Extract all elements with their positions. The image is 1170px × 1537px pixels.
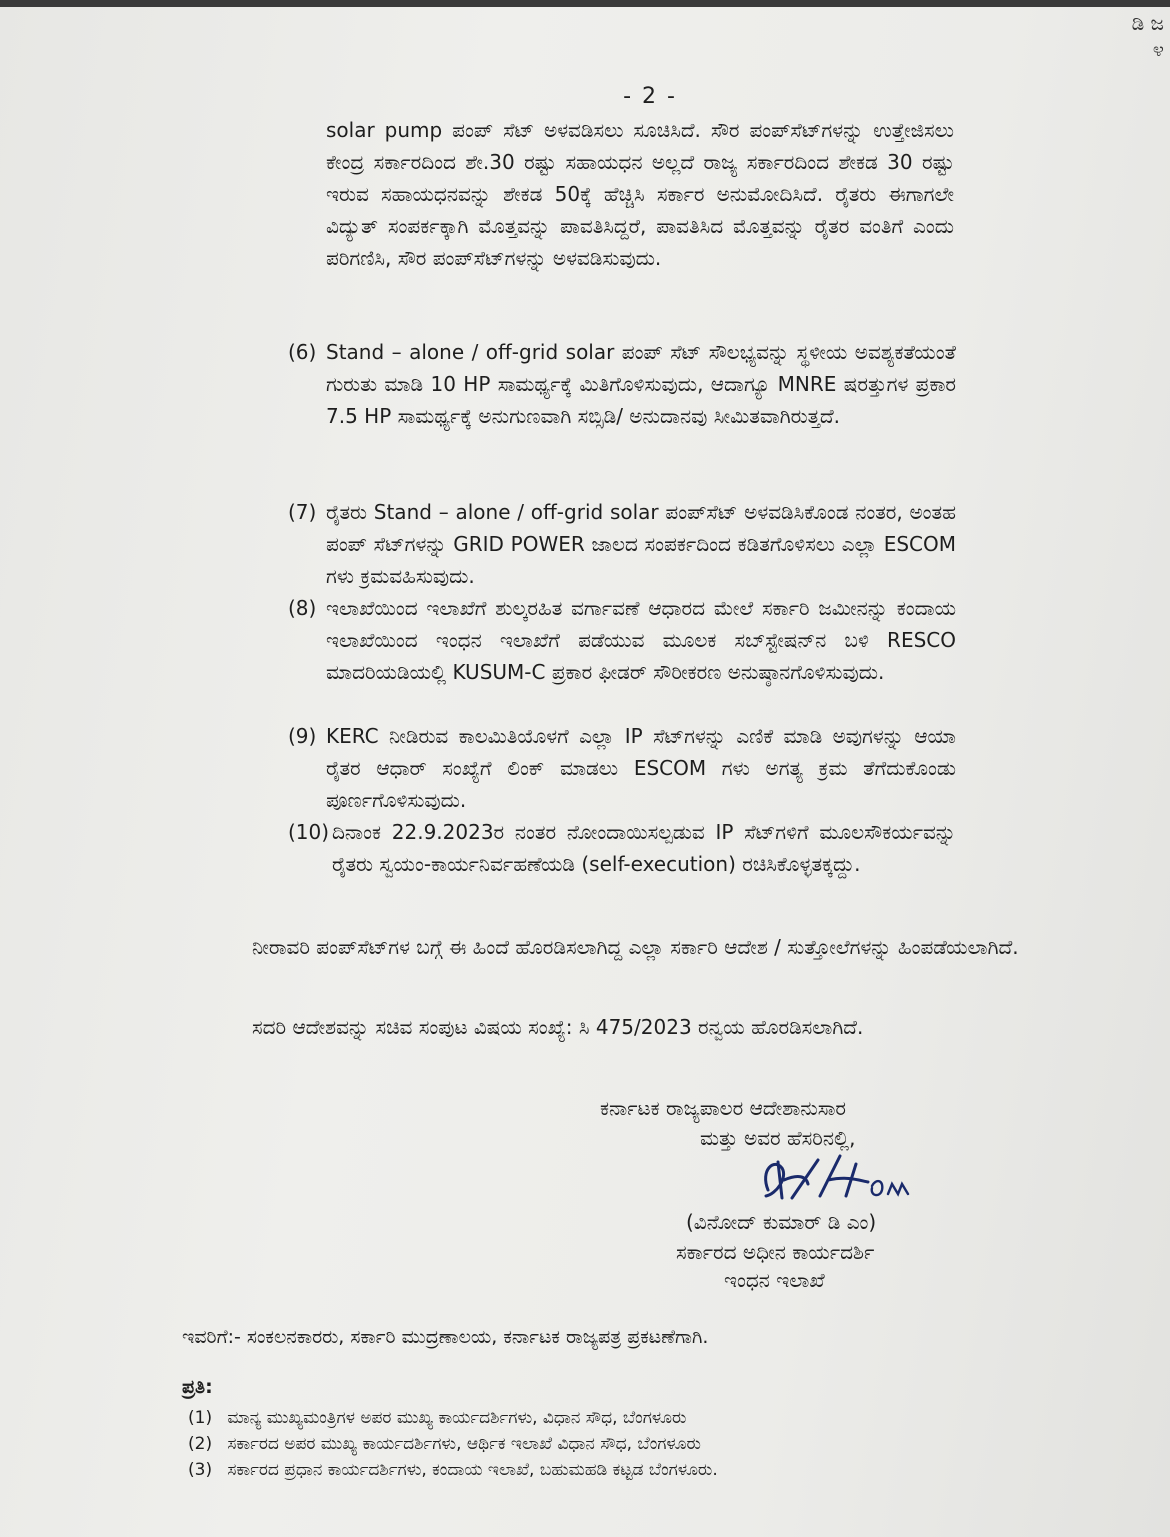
list-item-text: KERC ನೀಡಿರುವ ಕಾಲಮಿತಿಯೊಳಗೆ ಎಲ್ಲಾ IP ಸೆಟ್‌ಗಳನ್ನು ಎಣಿಕೆ ಮಾಡಿ ಅವುಗಳನ್ನು ಆಯಾ ರೈತರ ಆಧಾರ್ ಸಂಖ್ಯೆಗೆ ಲಿಂಕ್ ಮಾಡಲು ESCOM ಗಳು ಅಗತ್ಯ ಕ್ರಮ ತೆಗೆದುಕೊಂಡು ಪೂರ್ಣಗೊಳಿಸುವುದು.: [326, 724, 956, 812]
list-item-number: (10): [288, 820, 330, 844]
list-item-text: ಇಲಾಖೆಯಿಂದ ಇಲಾಖೆಗೆ ಶುಲ್ಕರಹಿತ ವರ್ಗಾವಣೆ ಆಧಾರದ ಮೇಲೆ ಸರ್ಕಾರಿ ಜಮೀನನ್ನು ಕಂದಾಯ ಇಲಾಖೆಯಿಂದ ಇಂಧನ ಇಲಾಖೆಗೆ ಪಡೆಯುವ ಮೂಲಕ ಸಬ್‌ಸ್ಟೇಷನ್‌ನ ಬಳಿ RESCO ಮಾದರಿಯಡಿಯಲ್ಲಿ KUSUM-C ಪ್ರಕಾರ ಫೀಡರ್ ಸೌರೀಕರಣ ಅನುಷ್ಠಾನಗೊಳಿಸುವುದು.: [326, 596, 956, 684]
list-item-text: Stand – alone / off-grid solar ಪಂಪ್ ಸೆಟ್ ಸೌಲಭ್ಯವನ್ನು ಸ್ಥಳೀಯ ಅವಶ್ಯಕತೆಯಂತೆ ಗುರುತು ಮಾಡಿ 10 HP ಸಾಮರ್ಥ್ಯಕ್ಕೆ ಮಿತಿಗೊಳಿಸುವುದು, ಆದಾಗ್ಯೂ MNRE ಷರತ್ತುಗಳ ಪ್ರಕಾರ 7.5 HP ಸಾಮರ್ಥ್ಯಕ್ಕೆ ಅನುಗುಣವಾಗಿ ಸಬ್ಸಿಡಿ/ ಅನುದಾನವು ಸೀಮಿತವಾಗಿರುತ್ತದೆ.: [326, 340, 956, 428]
list-item-text: ದಿನಾಂಕ 22.9.2023ರ ನಂತರ ನೋಂದಾಯಿಸಲ್ಪಡುವ IP ಸೆಟ್‌ಗಳಿಗೆ ಮೂಲಸೌಕರ್ಯವನ್ನು ರೈತರು ಸ್ವಯಂ-ಕಾರ್ಯನಿರ್ವಹಣೆಯಡಿ (self-execution) ರಚಿಸಿಕೊಳ್ಳತಕ್ಕದ್ದು.: [332, 820, 956, 876]
copy-item-number: (2): [188, 1434, 213, 1454]
signatory-designation: ಸರ್ಕಾರದ ಅಧೀನ ಕಾರ್ಯದರ್ಶಿ: [676, 1240, 875, 1264]
corner-handwritten-mark: ಡಿ ಜ ೪: [1131, 11, 1164, 61]
cabinet-reference-paragraph: ಸದರಿ ಆದೇಶವನ್ನು ಸಚಿವ ಸಂಪುಟ ವಿಷಯ ಸಂಖ್ಯೆ: ಸಿ 475/2023 ರನ್ವಯ ಹೊರಡಿಸಲಾಗಿದೆ.: [252, 1015, 864, 1039]
copy-item-2: [188, 1432, 1088, 1456]
list-item-text: ರೈತರು Stand – alone / off-grid solar ಪಂಪ್‌ಸೆಟ್ ಅಳವಡಿಸಿಕೊಂಡ ನಂತರ, ಅಂತಹ ಪಂಪ್ ಸೆಟ್‌ಗಳನ್ನು GRID POWER ಜಾಲದ ಸಂಪರ್ಕದಿಂದ ಕಡಿತಗೊಳಿಸಲು ಎಲ್ಲಾ ESCOM ಗಳು ಕ್ರಮವಹಿಸುವುದು.: [326, 500, 956, 588]
copy-item-number: (3): [188, 1460, 213, 1480]
list-item-number: (7): [288, 500, 317, 524]
copy-item-number: (1): [188, 1408, 213, 1428]
list-item-7: [288, 496, 956, 592]
list-item-8: [288, 592, 956, 688]
recipients-line: ಇವರಿಗೆ:- ಸಂಕಲನಕಾರರು, ಸರ್ಕಾರಿ ಮುದ್ರಣಾಲಯ, ಕರ್ನಾಟಕ ರಾಜ್ಯಪತ್ರ ಪ್ರಕಟಣೆಗಾಗಿ.: [182, 1326, 709, 1348]
copy-item-text: ಸರ್ಕಾರದ ಅಪರ ಮುಖ್ಯ ಕಾರ್ಯದರ್ಶಿಗಳು, ಆರ್ಥಿಕ ಇಲಾಖೆ ವಿಧಾನ ಸೌಧ, ಬೆಂಗಳೂರು: [227, 1434, 701, 1454]
list-item-9: [288, 720, 956, 816]
copy-item-1: [188, 1406, 1088, 1430]
copy-item-3: [188, 1458, 1088, 1482]
signature-on-behalf-line: ಮತ್ತು ಅವರ ಹೆಸರಿನಲ್ಲಿ,: [700, 1126, 856, 1150]
list-item-number: (6): [288, 340, 317, 364]
copy-item-text: ಸರ್ಕಾರದ ಪ್ರಧಾನ ಕಾರ್ಯದರ್ಶಿಗಳು, ಕಂದಾಯ ಇಲಾಖೆ, ಬಹುಮಹಡಿ ಕಟ್ಟಡ ಬೆಂಗಳೂರು.: [227, 1460, 718, 1480]
copy-item-text: ಮಾನ್ಯ ಮುಖ್ಯಮಂತ್ರಿಗಳ ಅಪರ ಮುಖ್ಯ ಕಾರ್ಯದರ್ಶಿಗಳು, ವಿಧಾನ ಸೌಧ, ಬೆಂಗಳೂರು: [227, 1408, 687, 1428]
copy-to-heading: ಪ್ರತಿ:: [182, 1376, 213, 1398]
list-item-number: (9): [288, 724, 317, 748]
list-item-10: [288, 816, 956, 880]
page-number: - 2 -: [623, 84, 677, 109]
list-item-number: (8): [288, 596, 317, 620]
signatory-name: (ವಿನೋದ್ ಕುಮಾರ್ ಡಿ ಎಂ): [686, 1210, 877, 1234]
list-item-6: [288, 336, 956, 432]
withdrawal-paragraph: ನೀರಾವರಿ ಪಂಪ್‌ಸೆಟ್‌ಗಳ ಬಗ್ಗೆ ಈ ಹಿಂದೆ ಹೊರಡಿಸಲಾಗಿದ್ದ ಎಲ್ಲಾ ಸರ್ಕಾರಿ ಆದೇಶ / ಸುತ್ತೋಲೆಗಳನ್ನು ಹಿಂಪಡೆಯಲಾಗಿದೆ.: [252, 935, 1019, 959]
signatory-department: ಇಂಧನ ಇಲಾಖೆ: [724, 1268, 825, 1292]
page-top-edge: [0, 0, 1170, 7]
handwritten-signature: [748, 1150, 938, 1214]
signature-authority-line: ಕರ್ನಾಟಕ ರಾಜ್ಯಪಾಲರ ಆದೇಶಾನುಸಾರ: [600, 1096, 847, 1120]
intro-paragraph: solar pump ಪಂಪ್ ಸೆಟ್ ಅಳವಡಿಸಲು ಸೂಚಿಸಿದೆ. ಸೌರ ಪಂಪ್‌ಸೆಟ್‌ಗಳನ್ನು ಉತ್ತೇಜಿಸಲು ಕೇಂದ್ರ ಸರ್ಕಾರದಿಂದ ಶೇ.30 ರಷ್ಟು ಸಹಾಯಧನ ಅಲ್ಲದೆ ರಾಜ್ಯ ಸರ್ಕಾರದಿಂದ ಶೇಕಡ 30 ರಷ್ಟು ಇರುವ ಸಹಾಯಧನವನ್ನು ಶೇಕಡ 50ಕ್ಕೆ ಹೆಚ್ಚಿಸಿ ಸರ್ಕಾರ ಅನುಮೋದಿಸಿದೆ. ರೈತರು ಈಗಾಗಲೇ ವಿದ್ಯುತ್ ಸಂಪರ್ಕಕ್ಕಾಗಿ ಮೊತ್ತವನ್ನು ಪಾವತಿಸಿದ್ದರೆ, ಪಾವತಿಸಿದ ಮೊತ್ತವನ್ನು ರೈತರ ವಂತಿಗೆ ಎಂದು ಪರಿಗಣಿಸಿ, ಸೌರ ಪಂಪ್‌ಸೆಟ್‌ಗಳನ್ನು ಅಳವಡಿಸುವುದು.: [326, 118, 954, 270]
